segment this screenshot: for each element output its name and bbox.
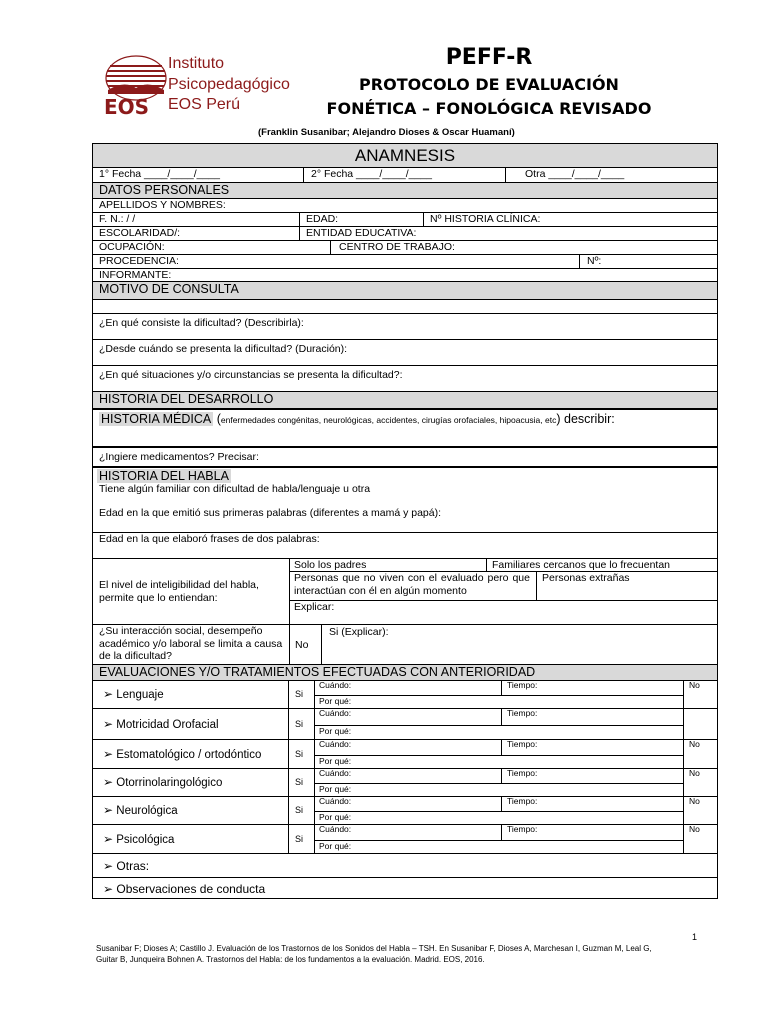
anamnesis-form: [92, 143, 718, 899]
arrow-icon: ➢: [103, 832, 114, 846]
eval-other-text: Otras:: [116, 859, 150, 873]
personal-data-title: DATOS PERSONALES: [99, 183, 230, 197]
difficulty-duration-question: ¿Desde cuándo se presenta la dificultad? (Duración):: [99, 343, 348, 355]
arrow-icon: ➢: [103, 717, 114, 731]
eval-when-field[interactable]: Cuándo:: [319, 739, 352, 749]
eval-row-label: [103, 775, 222, 789]
eval-si-option[interactable]: Si: [295, 834, 304, 844]
workplace-field[interactable]: CENTRO DE TRABAJO:: [339, 241, 455, 253]
intelligibility-question: El nivel de inteligibilidad del habla, permite que lo entiendan:: [99, 579, 259, 604]
behavior-observations-label: [103, 882, 265, 896]
names-field[interactable]: APELLIDOS Y NOMBRES:: [99, 199, 226, 211]
personas-extranas-option[interactable]: Personas extrañas: [542, 572, 630, 584]
eval-row-label: [103, 747, 261, 761]
birth-date-field[interactable]: F. N.: / /: [99, 213, 136, 225]
eval-row-label: [103, 687, 164, 701]
eval-time-field[interactable]: Tiempo:: [507, 824, 538, 834]
arrow-icon: ➢: [103, 687, 114, 701]
authors-line: (Franklin Susanibar; Alejandro Dioses & Oscar Huamaní): [258, 127, 515, 138]
eval-time-field[interactable]: Tiempo:: [507, 708, 538, 718]
eval-time-field[interactable]: Tiempo:: [507, 768, 538, 778]
medical-history-detail: enfermedades congénitas, neurológicas, accidentes, cirugías orofaciales, hipoacusia, etc: [220, 415, 557, 425]
origin-row: [93, 254, 717, 268]
difficulty-situations-question: ¿En qué situaciones y/o circunstancias se presenta la dificultad?:: [99, 369, 403, 381]
medical-history-row[interactable]: [93, 408, 717, 446]
number-field[interactable]: Nº:: [587, 255, 602, 267]
eval-time-field[interactable]: Tiempo:: [507, 796, 538, 806]
family-difficulty-question[interactable]: Tiene algún familiar con dificultad de habla/lenguaje u otra: [99, 483, 371, 495]
eval-other-row[interactable]: [93, 853, 717, 877]
eval-si-option[interactable]: Si: [295, 777, 304, 787]
eval-time-field[interactable]: Tiempo:: [507, 680, 538, 690]
evaluations-list: [93, 680, 717, 853]
schooling-field[interactable]: ESCOLARIDAD/:: [99, 227, 181, 239]
eval-si-option[interactable]: Si: [295, 805, 304, 815]
logo-line-3: EOS Perú: [168, 96, 241, 113]
behavior-observations-text: Observaciones de conducta: [116, 882, 266, 896]
institute-logo: [104, 54, 294, 122]
eval-why-field[interactable]: Por qué:: [319, 841, 352, 851]
consultation-reason-title: MOTIVO DE CONSULTA: [99, 282, 239, 296]
social-interaction-question: ¿Su interacción social, desempeño académico y/o laboral se limita a causa de la dificultad?: [99, 625, 283, 662]
eval-why-field[interactable]: Por qué:: [319, 756, 352, 766]
medication-row[interactable]: [93, 446, 717, 466]
eval-when-field[interactable]: Cuándo:: [319, 708, 352, 718]
occupation-row: [93, 240, 717, 254]
eval-no-option[interactable]: No: [689, 824, 700, 834]
arrow-icon: ➢: [103, 775, 114, 789]
eval-time-field[interactable]: Tiempo:: [507, 739, 538, 749]
date-1-field[interactable]: 1° Fecha ____/____/____: [99, 168, 220, 180]
two-word-phrases-question: Edad en la que elaboró frases de dos palabras:: [99, 533, 320, 545]
eval-row-text: Lenguaje: [116, 689, 164, 701]
anamnesis-header: [93, 143, 717, 167]
logo-line-1: Instituto: [168, 55, 225, 72]
eval-why-field[interactable]: Por qué:: [319, 812, 352, 822]
eval-row-label: [103, 717, 219, 731]
eval-row: [93, 680, 717, 708]
footer-citation: [96, 943, 696, 965]
logo-line-2: Psicopedagógico: [168, 76, 290, 93]
eval-when-field[interactable]: Cuándo:: [319, 768, 352, 778]
first-words-row[interactable]: [93, 504, 717, 532]
eval-why-field[interactable]: Por qué:: [319, 784, 352, 794]
eval-why-field[interactable]: Por qué:: [319, 726, 352, 736]
medical-history-open: (: [216, 412, 221, 426]
footer-citation-line-1: Susanibar F; Dioses A; Castillo J. Evaluación de los Trastornos de los Sonidos del Habla – TSH. En Susanibar F, Dioses A, Marchesan I, Guzman M, Leal G,: [96, 944, 652, 953]
eos-emblem-icon: [104, 54, 168, 120]
behavior-observations-row[interactable]: [93, 877, 717, 898]
evaluations-title: EVALUACIONES Y/O TRATAMIENTOS EFECTUADAS CON ANTERIORIDAD: [99, 665, 536, 679]
social-interaction-block: [93, 624, 717, 664]
eval-other-label: [103, 859, 149, 873]
eval-row-label: [103, 803, 178, 817]
development-history-header: [93, 391, 717, 408]
occupation-field[interactable]: OCUPACIÓN:: [99, 241, 165, 253]
eval-why-field[interactable]: Por qué:: [319, 696, 352, 706]
difficulty-duration-row[interactable]: [93, 339, 717, 365]
svg-text:EOS: EOS: [104, 95, 150, 119]
eval-row: [93, 739, 717, 768]
eval-row-text: Estomatológico / ortodóntico: [116, 749, 262, 761]
eval-row-text: Otorrinolaringológico: [116, 777, 223, 789]
social-interaction-no[interactable]: No: [295, 639, 309, 651]
eval-row: [93, 708, 717, 739]
date-other-field[interactable]: Otra ____/____/____: [525, 168, 625, 180]
eval-row-label: [103, 832, 174, 846]
development-history-title: HISTORIA DEL DESARROLLO: [99, 392, 274, 406]
speech-history-title: HISTORIA DEL HABLA: [99, 469, 229, 483]
difficulty-situations-row[interactable]: [93, 365, 717, 391]
explicar-field[interactable]: Explicar:: [294, 601, 335, 613]
evaluations-header: [93, 664, 717, 680]
familiares-cercanos-option[interactable]: Familiares cercanos que lo frecuentan: [492, 559, 671, 571]
eval-row-text: Neurológica: [116, 805, 178, 817]
social-interaction-si[interactable]: Si (Explicar):: [329, 626, 389, 638]
personal-data-header: [93, 182, 717, 198]
difficulty-description-row[interactable]: [93, 313, 717, 339]
page-number: 1: [692, 932, 698, 942]
eval-si-option[interactable]: Si: [295, 749, 304, 759]
two-word-phrases-row[interactable]: [93, 532, 717, 558]
document-subtitle-2: FONÉTICA – FONOLÓGICA REVISADO: [326, 99, 652, 118]
first-words-question: Edad en la que emitió sus primeras palabras (diferentes a mamá y papá):: [99, 507, 442, 519]
clinical-history-field[interactable]: Nº HISTORIA CLÍNICA:: [430, 213, 541, 225]
eval-row: [93, 796, 717, 824]
arrow-icon: ➢: [103, 882, 114, 896]
solo-padres-label: Solo los padres: [294, 559, 367, 571]
eval-row-text: Motricidad Orofacial: [116, 719, 219, 731]
consultation-blank-row[interactable]: [93, 299, 717, 313]
anamnesis-title: ANAMNESIS: [354, 146, 456, 165]
informant-field[interactable]: INFORMANTE:: [99, 269, 172, 281]
medical-history-close: ) describir:: [556, 412, 615, 426]
informant-row: [93, 268, 717, 281]
eval-when-field[interactable]: Cuándo:: [319, 824, 352, 834]
consultation-reason-header: [93, 281, 717, 299]
origin-field[interactable]: PROCEDENCIA:: [99, 255, 179, 267]
intelligibility-block: [93, 558, 717, 624]
schooling-row: [93, 226, 717, 240]
birth-row: [93, 212, 717, 226]
eval-row: [93, 768, 717, 796]
eval-when-field[interactable]: Cuándo:: [319, 680, 352, 690]
eval-no-option[interactable]: No: [689, 739, 700, 749]
eval-no-option[interactable]: No: [689, 680, 700, 690]
document-title: PEFF-R: [445, 45, 533, 70]
speech-history-row: [93, 466, 717, 504]
dates-row: [93, 167, 717, 182]
difficulty-description-question: ¿En qué consiste la dificultad? (Describirla):: [99, 317, 304, 329]
eval-row: [93, 824, 717, 853]
medical-history-label: [93, 411, 615, 428]
age-field[interactable]: EDAD:: [306, 213, 339, 225]
title-block: [296, 44, 682, 120]
arrow-icon: ➢: [103, 859, 114, 873]
eval-no-option[interactable]: No: [689, 768, 700, 778]
eval-si-option[interactable]: Si: [295, 689, 304, 699]
personas-no-viven-option[interactable]: Personas que no viven con el evaluado pero que interactúan con él en algún momento: [294, 572, 530, 597]
medical-history-title: HISTORIA MÉDICA: [101, 412, 212, 426]
date-2-field[interactable]: 2° Fecha ____/____/____: [311, 168, 432, 180]
eval-row-text: Psicológica: [116, 834, 175, 846]
arrow-icon: ➢: [103, 747, 114, 761]
names-row: [93, 198, 717, 212]
eval-when-field[interactable]: Cuándo:: [319, 796, 352, 806]
medication-question: ¿Ingiere medicamentos? Precisar:: [99, 451, 259, 463]
eval-si-option[interactable]: Si: [295, 719, 304, 729]
school-entity-field[interactable]: ENTIDAD EDUCATIVA:: [306, 227, 417, 239]
document-subtitle-1: PROTOCOLO DE EVALUACIÓN: [359, 75, 619, 94]
eval-no-option[interactable]: No: [689, 796, 700, 806]
arrow-icon: ➢: [103, 803, 114, 817]
footer-citation-line-2: Guitar B, Junqueira Bohnen A. Trastornos del Habla: de los fundamentos a la evaluación. Madrid. EOS, 2016.: [96, 955, 485, 964]
